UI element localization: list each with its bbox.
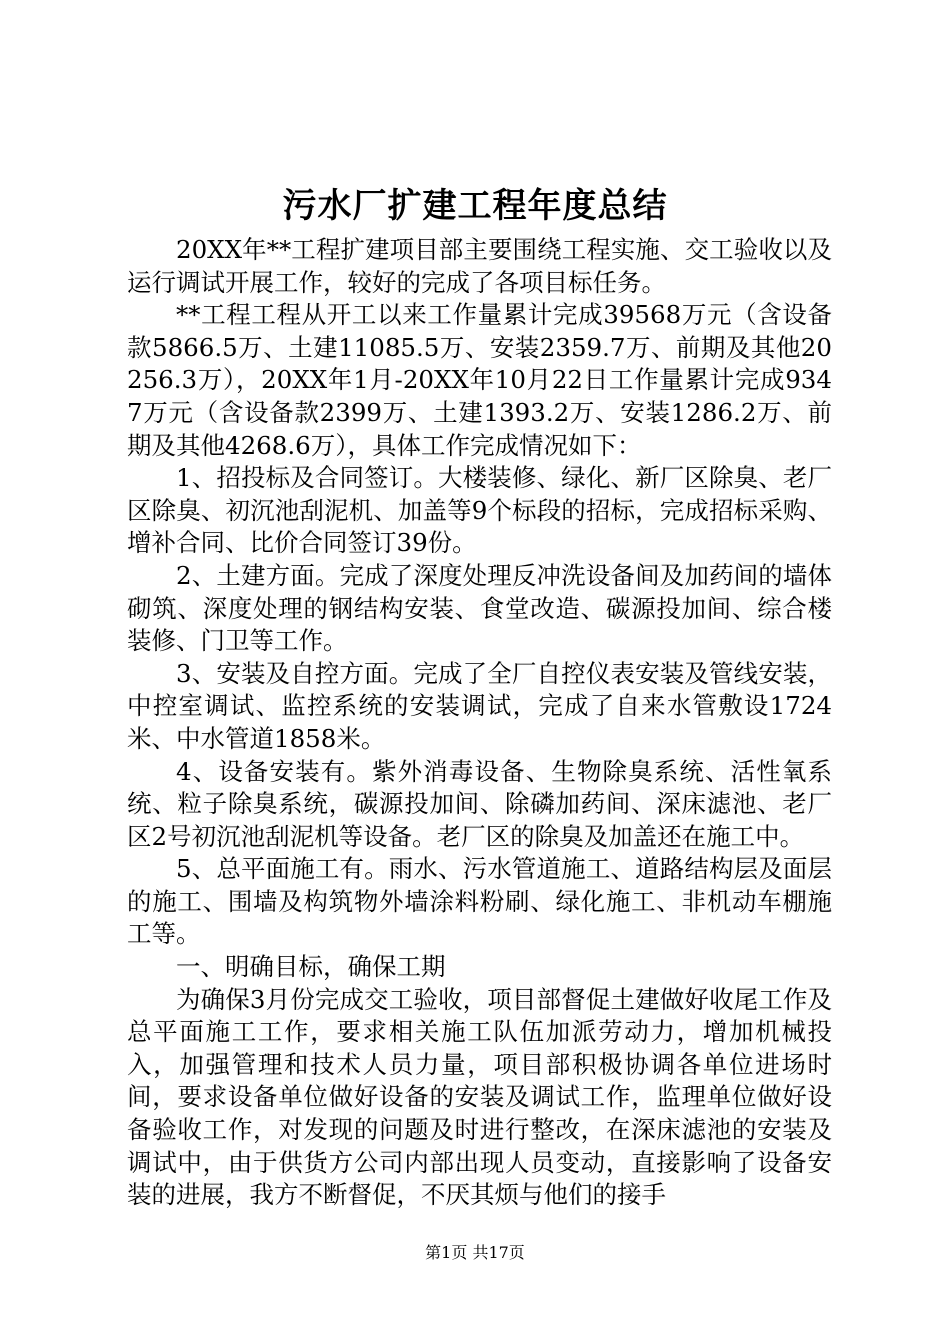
page-number-footer: 第1页 共17页 <box>425 1243 525 1262</box>
paragraph-item-5-site: 5、总平面施工有。雨水、污水管道施工、道路结构层及面层的施工、围墙及构筑物外墙涂料粉刷、绿化施工、非机动车棚施工等。 <box>127 854 832 949</box>
document-body <box>127 234 832 1212</box>
paragraph-item-4-equipment: 4、设备安装有。紫外消毒设备、生物除臭系统、活性氧系统、粒子除臭系统，碳源投加间、除磷加药间、深床滤池、老厂区2号初沉池刮泥机等设备。老厂区的除臭及加盖还在施工中。 <box>127 756 832 851</box>
paragraph-schedule: 为确保3月份完成交工验收，项目部督促土建做好收尾工作及总平面施工工作，要求相关施工队伍加派劳动力，增加机械投入，加强管理和技术人员力量，项目部积极协调各单位进场时间，要求设备单位做好设备的安装及调试工作，监理单位做好设备验收工作，对发现的问题及时进行整改，在深床滤池的安装及调试中，由于供货方公司内部出现人员变动，直接影响了设备安装的进展，我方不断督促，不厌其烦与他们的接手 <box>127 984 832 1210</box>
document-title: 污水厂扩建工程年度总结 <box>282 186 668 226</box>
paragraph-item-3-installation: 3、安装及自控方面。完成了全厂自控仪表安装及管线安装，中控室调试、监控系统的安装调试，完成了自来水管敷设1724米、中水管道1858米。 <box>127 658 832 753</box>
section-heading-1: 一、明确目标，确保工期 <box>176 952 446 982</box>
paragraph-workload: **工程工程从开工以来工作量累计完成39568万元（含设备款5866.5万、土建11085.5万、安装2359.7万、前期及其他20256.3万），20XX年1月-20XX年10月22日工作量累计完成9347万元（含设备款2399万、土建1393.2万、安装1286.2万、前期及其他4268.6万），具体工作完成情况如下： <box>127 300 832 460</box>
paragraph-intro: 20XX年**工程扩建项目部主要围绕工程实施、交工验收以及运行调试开展工作，较好的完成了各项目标任务。 <box>127 235 832 297</box>
paragraph-item-2-civil: 2、土建方面。完成了深度处理反冲洗设备间及加药间的墙体砌筑、深度处理的钢结构安装、食堂改造、碳源投加间、综合楼装修、门卫等工作。 <box>127 560 832 656</box>
paragraph-item-1-bidding: 1、招投标及合同签订。大楼装修、绿化、新厂区除臭、老厂区除臭、初沉池刮泥机、加盖等9个标段的招标，完成招标采购、增补合同、比价合同签订39份。 <box>127 463 832 558</box>
